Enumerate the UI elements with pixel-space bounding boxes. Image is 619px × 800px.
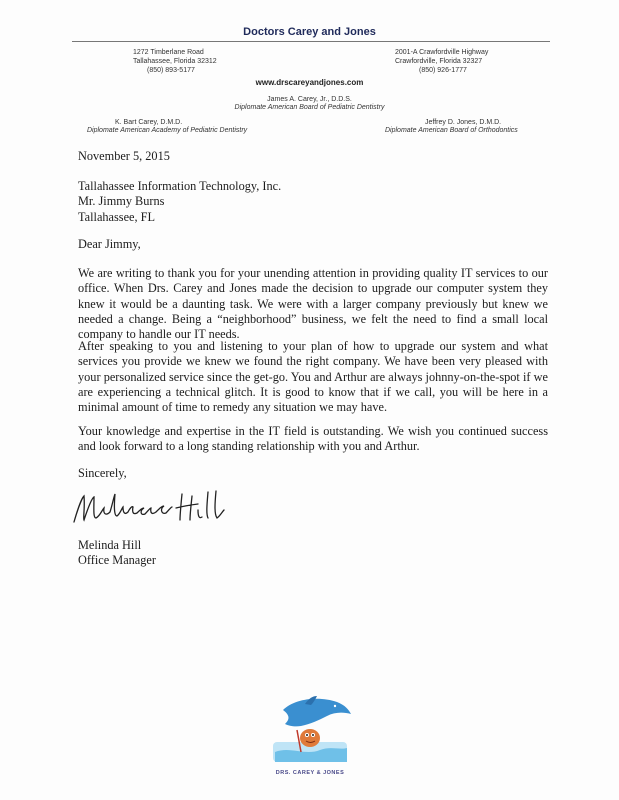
right-address-line: (850) 926-1777 [419,67,467,74]
doctor-right-name: Jeffrey D. Jones, D.M.D. [425,119,502,126]
doctor-right-title: Diplomate American Board of Orthodontics [385,127,518,134]
handwritten-signature [70,488,270,528]
paragraph-text: We are writing to thank you for your unending attention in providing quality IT services to our office. When Drs. Carey and Jones made the decision to upgrade our computer system they knew it would be a daunting task. We were with a larger company previously but knew we needed a change. Being a “neighborhood” business, we felt the need to find a small local company to handle our IT needs. [78,266,548,342]
recipient-block [78,179,548,225]
right-address [395,48,488,75]
right-address-line: 2001-A Crawfordville Highway [395,49,489,56]
paragraph-3 [78,424,548,455]
doctor-center-title: Diplomate American Board of Pediatric Dentistry [234,104,385,111]
signature-block [78,538,548,569]
letterhead-rule [72,41,550,42]
left-address-line: Tallahassee, Florida 32312 [133,58,217,65]
website-link[interactable]: www.drscareyandjones.com [255,78,364,87]
paragraph-text: After speaking to you and listening to your plan of how to upgrade our system and what services you provide we knew we found the right company. We have been very pleased with your personalized service since the get-go. You and Arthur are always johnny-on-the-spot if we are experiencing a technical glitch. It is good to know that if we call, you will be here in a minimal amount of time to remedy any situation we may have. [78,339,548,415]
doctor-left-name: K. Bart Carey, D.M.D. [115,119,183,126]
left-address-line: 1272 Timberlane Road [133,49,204,56]
letter-date: November 5, 2015 [78,149,170,163]
closing: Sincerely, [78,466,127,480]
paragraph-1 [78,266,548,342]
practice-logo [265,690,355,782]
left-address [133,48,217,75]
paragraph-2 [78,339,548,415]
right-address-line: Crawfordville, Florida 32327 [395,58,483,65]
doctor-left-title: Diplomate American Academy of Pediatric Dentistry [87,127,248,134]
recipient-line: Mr. Jimmy Burns [78,194,165,209]
paragraph-text: Your knowledge and expertise in the IT field is outstanding. We wish you continued success and look forward to a long standing relationship with you and Arthur. [78,424,548,454]
salutation: Dear Jimmy, [78,237,141,251]
practice-name: Doctors Carey and Jones [243,26,376,38]
svg-text:DRS. CAREY & JONES: DRS. CAREY & JONES [275,770,345,776]
recipient-line: Tallahassee Information Technology, Inc. [78,179,282,193]
doctor-center-name: James A. Carey, Jr., D.D.S. [267,96,352,103]
left-address-line: (850) 893-5177 [147,67,195,74]
signer-name: Melinda Hill [78,538,142,552]
recipient-line: Tallahassee, FL [78,209,155,224]
signer-title: Office Manager [78,553,156,568]
